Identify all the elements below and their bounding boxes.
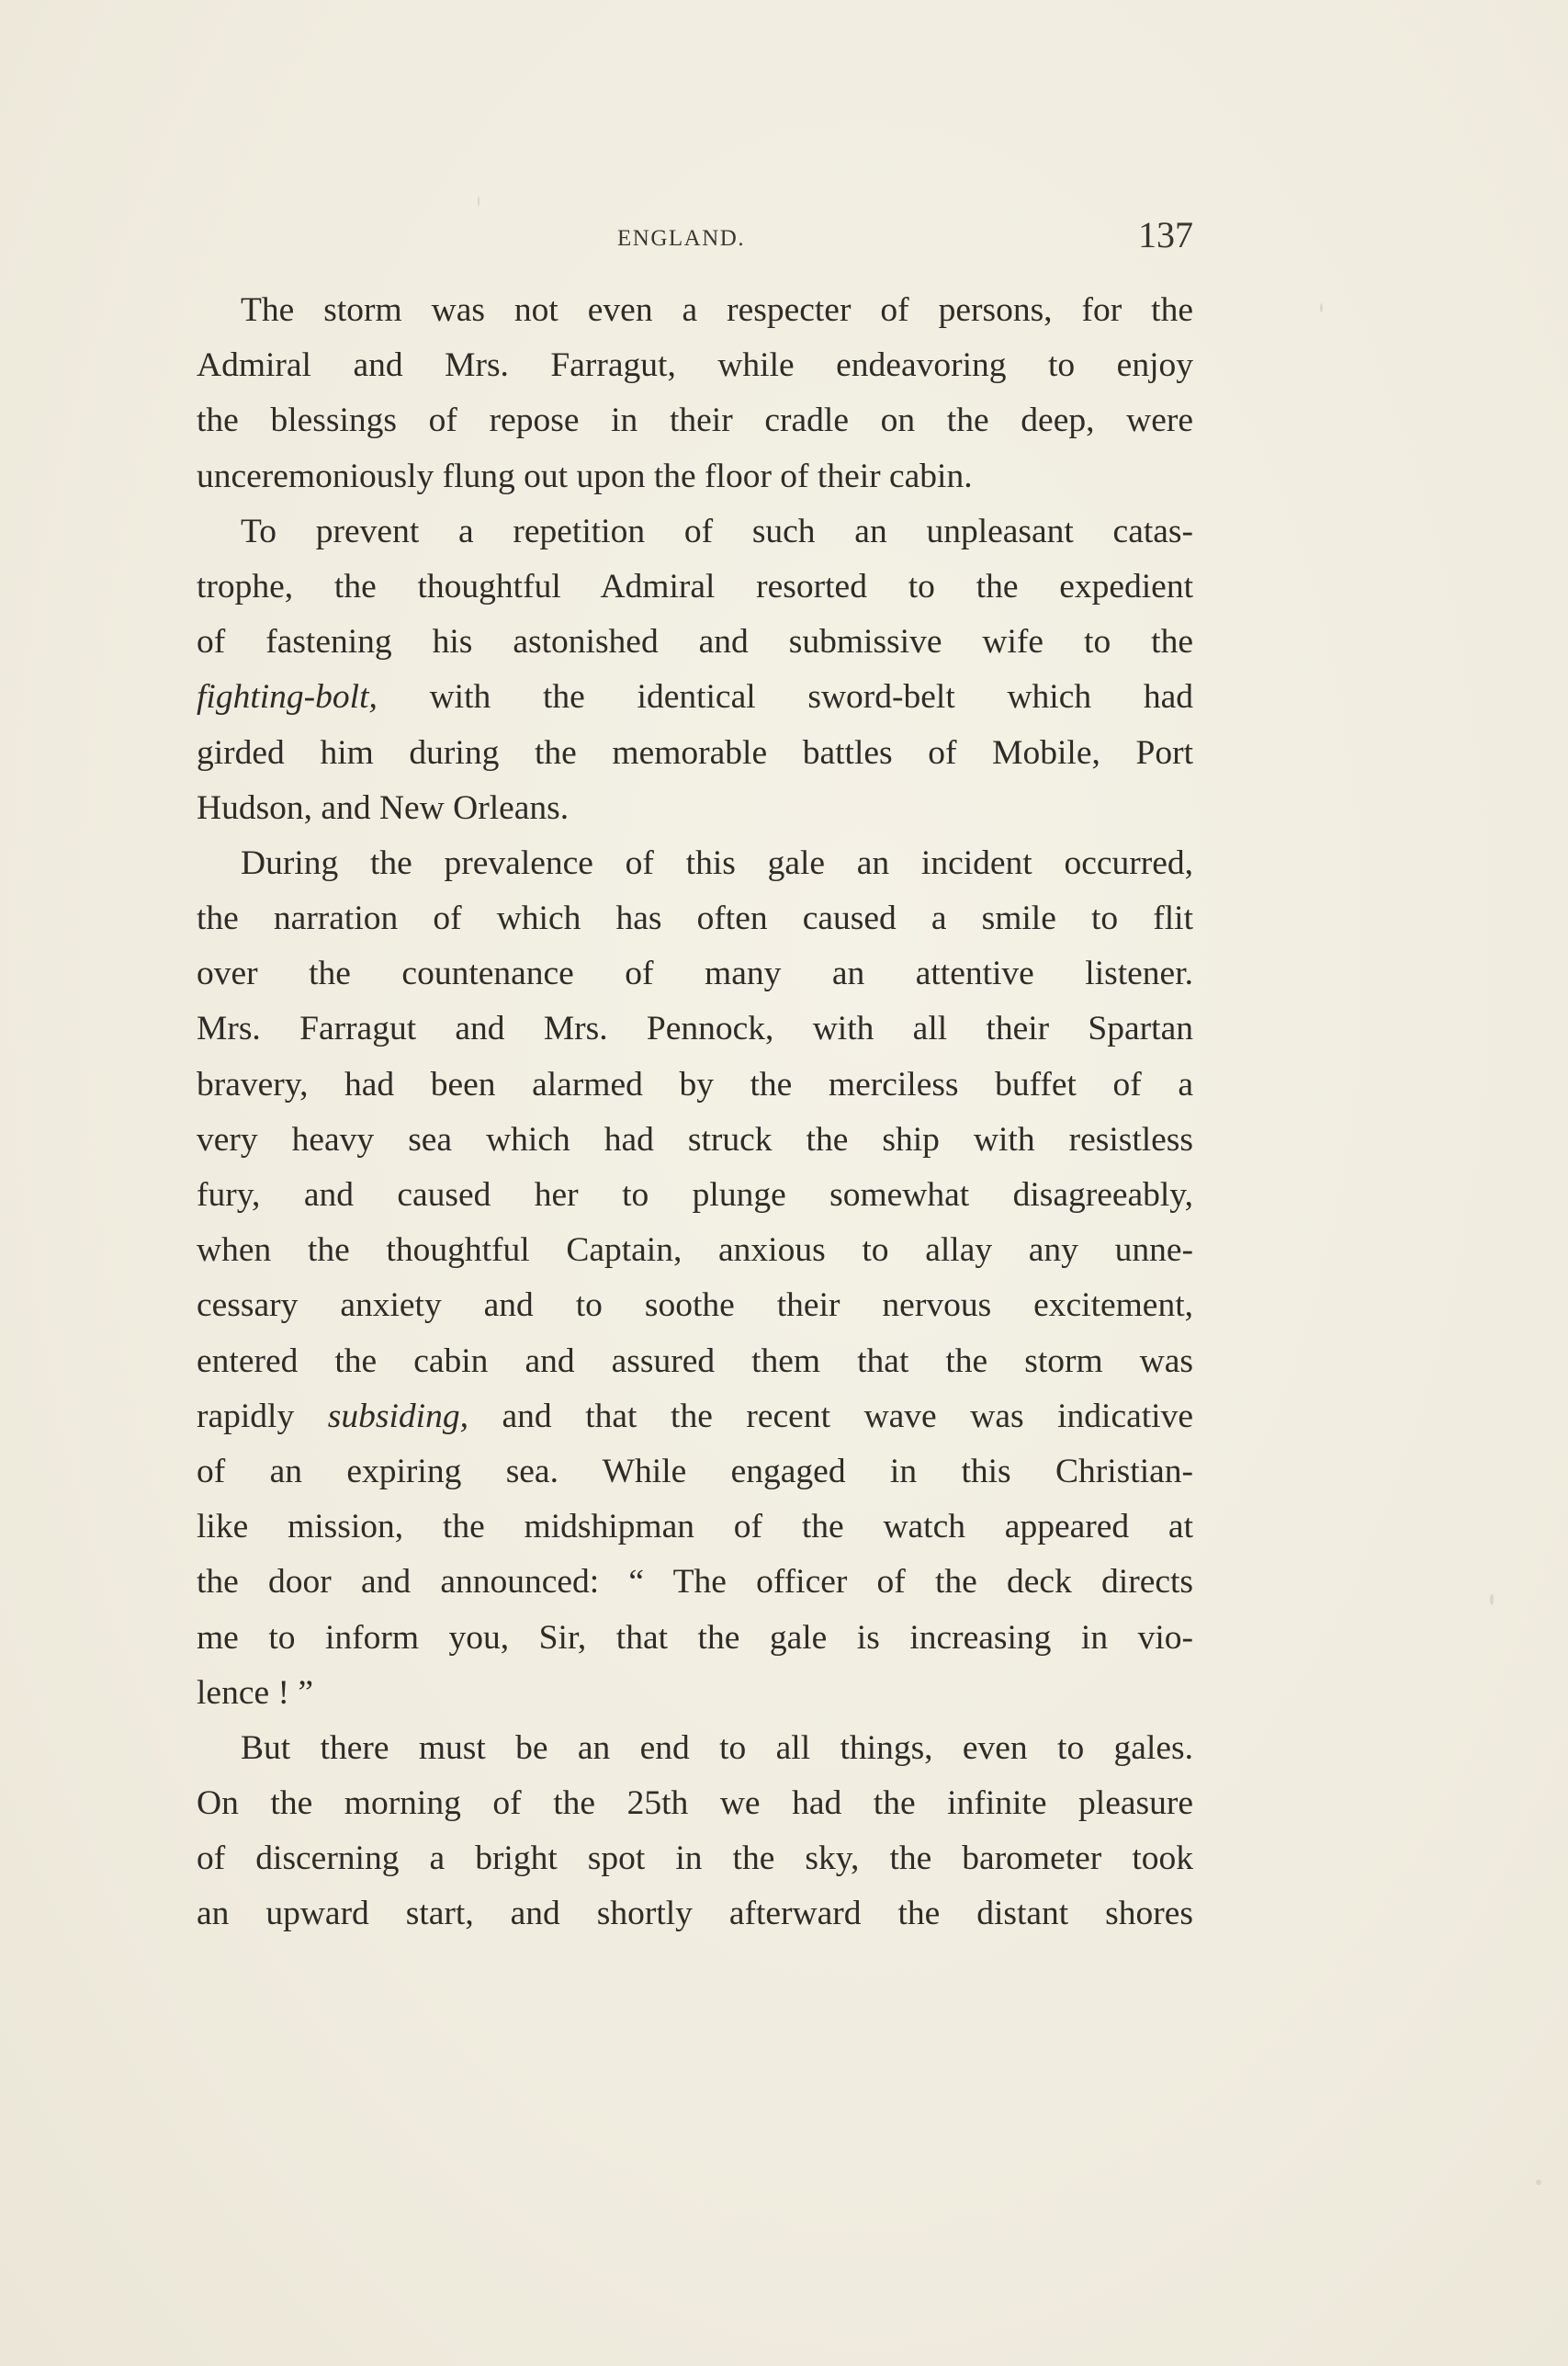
text-line: Hudson, and New Orleans. — [197, 788, 570, 827]
text-line: of fastening his astonished and submissive wife to the — [197, 623, 1193, 662]
text-run: and that the recent wave was indicative — [468, 1397, 1193, 1435]
text-run: rapidly — [197, 1397, 328, 1435]
text-line: like mission, the midshipman of the watch appeared at — [197, 1508, 1193, 1546]
text-line: Admiral and Mrs. Farragut, while endeavoring to enjoy — [197, 346, 1193, 385]
text-line: when the thoughtful Captain, anxious to allay any unne- — [197, 1231, 1193, 1270]
text-line — [197, 670, 1193, 725]
paper-speck — [478, 196, 479, 207]
text-line: the narration of which has often caused a smile to flit — [197, 900, 1193, 938]
italic-phrase: fighting-bolt, — [197, 678, 378, 717]
paper-speck — [1490, 1594, 1494, 1605]
text-line: Mrs. Farragut and Mrs. Pennock, with all their Spartan — [197, 1010, 1193, 1048]
text-line: On the morning of the 25th we had the infinite pleasure — [197, 1784, 1193, 1823]
running-head: ENGLAND. — [617, 226, 746, 251]
text-line: of an expiring sea. While engaged in this Christian- — [197, 1452, 1193, 1490]
text-line: bravery, had been alarmed by the merciless buffet of a — [197, 1065, 1193, 1104]
text-line: But there must be an end to all things, even to gales. — [241, 1728, 1193, 1767]
text-line: fury, and caused her to plunge somewhat disagreeably, — [197, 1176, 1193, 1214]
text-line: the blessings of repose in their cradle on the deep, were — [197, 402, 1193, 440]
text-line: over the countenance of many an attentive listener. — [197, 955, 1193, 993]
text-line: an upward start, and shortly afterward the distant shores — [197, 1895, 1193, 1933]
text-line — [197, 1389, 1193, 1444]
text-line: girded him during the memorable battles of Mobile, Port — [197, 733, 1193, 772]
text-line: cessary anxiety and to soothe their nervous excitement, — [197, 1286, 1193, 1325]
paper-speck — [1536, 2179, 1541, 2185]
text-line: the door and announced: “ The officer of the deck directs — [197, 1563, 1193, 1602]
text-line: The storm was not even a respecter of persons, for the — [241, 291, 1193, 329]
page-number: 137 — [1138, 214, 1193, 255]
text-line: lence ! ” — [197, 1673, 313, 1712]
italic-phrase: subsiding, — [327, 1397, 468, 1435]
page-header — [197, 213, 1193, 259]
text-line: me to inform you, Sir, that the gale is increasing in vio- — [197, 1618, 1193, 1657]
text-line: To prevent a repetition of such an unpleasant catas- — [241, 512, 1193, 550]
body-text — [197, 283, 1193, 1942]
text-line: entered the cabin and assured them that the storm was — [197, 1341, 1193, 1380]
text-line: unceremoniously flung out upon the floor of their cabin. — [197, 457, 973, 495]
paper-speck — [1320, 303, 1323, 312]
text-run: with the identical sword-belt which had — [377, 678, 1193, 717]
text-line: During the prevalence of this gale an incident occurred, — [241, 843, 1193, 882]
text-line: trophe, the thoughtful Admiral resorted to the expedient — [197, 567, 1193, 606]
text-line: of discerning a bright spot in the sky, the barometer took — [197, 1840, 1193, 1878]
text-line: very heavy sea which had struck the ship with resistless — [197, 1120, 1193, 1159]
